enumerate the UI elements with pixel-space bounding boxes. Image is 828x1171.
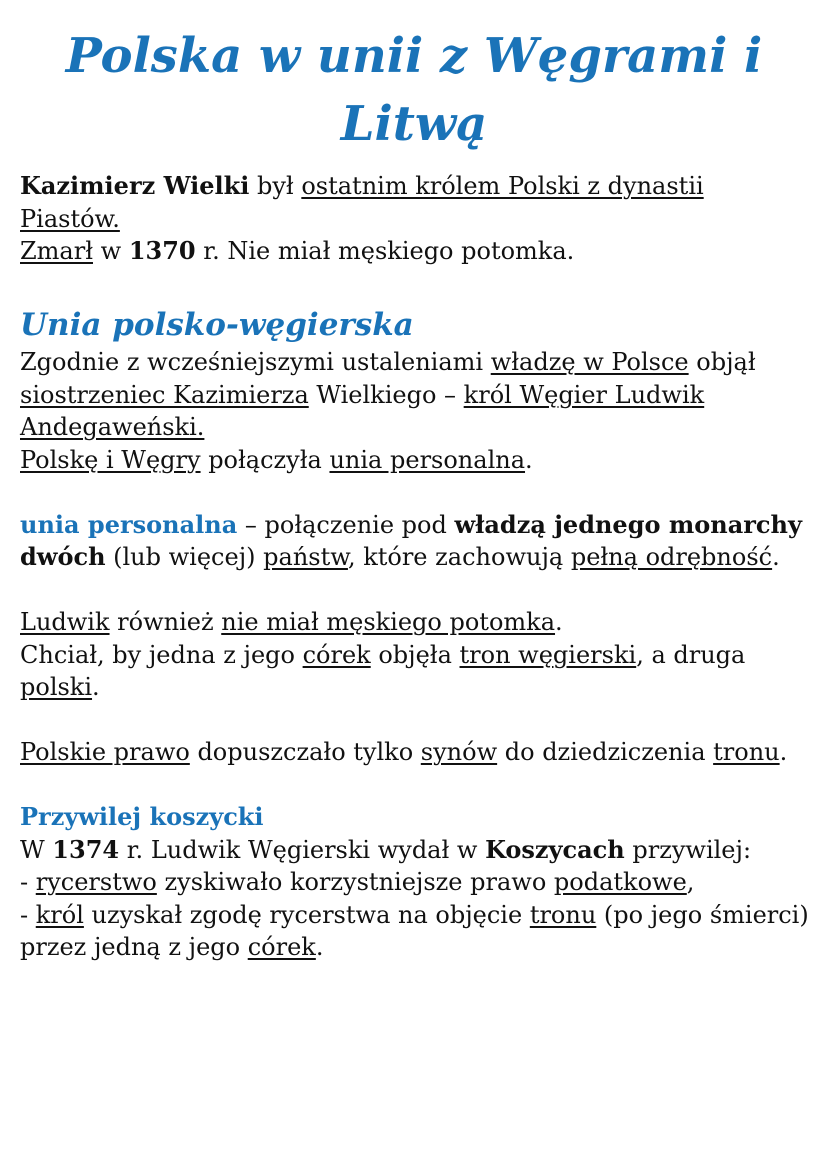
underlined-text: ostatnim królem Polski z dynastii Piastów.	[20, 172, 704, 233]
paragraph	[20, 736, 810, 769]
text: , które zachowują	[347, 543, 571, 571]
list-item	[20, 899, 810, 964]
underlined-text: Polskę i Węgry	[20, 445, 201, 474]
bold-text: Koszycach	[485, 834, 625, 864]
underlined-text: córek	[302, 640, 371, 669]
text: Chciał, by jedna z jego	[20, 640, 303, 669]
underlined-text: Ludwik	[20, 608, 110, 636]
list-item	[20, 866, 810, 899]
intro-line-2	[20, 235, 810, 268]
text: (po jego śmierci) przez jedną z jego	[20, 900, 809, 961]
underlined-text: podatkowe	[553, 868, 687, 896]
text: ,	[686, 868, 695, 896]
paragraph	[20, 834, 810, 867]
spacer	[20, 574, 810, 607]
text: .	[315, 933, 324, 961]
text: W	[20, 835, 53, 864]
paragraph	[20, 639, 810, 704]
spacer	[20, 476, 810, 509]
text: objął	[688, 348, 756, 376]
text: przywilej:	[624, 835, 752, 864]
underlined-text: synów	[420, 738, 498, 766]
text: Zgodnie z wcześniejszymi ustaleniami	[20, 348, 491, 376]
bold-text: 1370	[128, 236, 196, 265]
text: , a druga	[636, 640, 746, 669]
text: był	[249, 172, 302, 200]
text: -	[20, 868, 36, 896]
bold-text: Kazimierz Wielki	[20, 171, 250, 200]
definition-paragraph	[20, 509, 810, 574]
underlined-text: pełną odrębność	[570, 543, 773, 571]
section-heading-przywilej	[20, 801, 810, 834]
definition-term: unia personalna	[20, 509, 238, 539]
underlined-text: rycerstwo	[35, 868, 157, 896]
underlined-text: tron węgierski	[459, 640, 637, 669]
intro-line-1	[20, 170, 810, 235]
text: r. Nie miał męskiego potomka.	[195, 237, 575, 265]
text: do dziedziczenia	[497, 738, 714, 766]
text: .	[92, 673, 100, 701]
underlined-text: państw	[263, 543, 348, 571]
underlined-text: unia personalna	[329, 445, 526, 474]
spacer	[20, 769, 810, 802]
text: uzyskał zgodę rycerstwa na objęcie	[83, 900, 530, 929]
text: – połączenie pod	[237, 510, 455, 539]
page-title: Polska w unii z Węgrami i Litwą	[65, 28, 763, 152]
underlined-text: siostrzeniec Kazimierza	[20, 380, 309, 409]
text: -	[20, 900, 36, 929]
underlined-text: Zmarł	[20, 237, 93, 265]
underlined-text: tronu	[529, 900, 597, 929]
underlined-text: nie miał męskiego potomka	[221, 608, 556, 636]
text: (lub więcej)	[105, 543, 264, 571]
text: zyskiwało korzystniejsze prawo	[156, 868, 554, 896]
text: .	[525, 445, 533, 474]
text: .	[779, 738, 788, 766]
text: dopuszczało tylko	[189, 738, 421, 766]
text: w	[93, 237, 129, 265]
section-heading-unia: Unia polsko-węgierska	[20, 307, 414, 343]
text: r. Ludwik Węgierski wydał w	[119, 835, 486, 864]
document-content	[20, 170, 810, 964]
bold-text: 1374	[52, 834, 120, 864]
section-heading-text: Przywilej koszycki	[20, 802, 264, 831]
paragraph	[20, 346, 810, 444]
underlined-text: polski	[20, 673, 93, 701]
text: połączyła	[200, 445, 330, 474]
paragraph	[20, 444, 810, 477]
paragraph	[20, 606, 810, 639]
underlined-text: król Węgier Ludwik Andegaweński.	[20, 380, 705, 441]
spacer	[20, 704, 810, 737]
text: Wielkiego –	[308, 380, 464, 409]
bold-text: władzą jednego monarchy dwóch	[20, 509, 802, 571]
text: objęła	[370, 640, 460, 669]
underlined-text: król	[35, 900, 84, 929]
text: również	[109, 608, 222, 636]
underlined-text: córek	[247, 933, 316, 961]
text: .	[772, 543, 780, 571]
text: .	[555, 608, 563, 636]
underlined-text: tronu	[713, 738, 780, 766]
spacer	[20, 268, 810, 301]
underlined-text: władzę w Polsce	[490, 348, 689, 376]
underlined-text: Polskie prawo	[20, 738, 190, 766]
